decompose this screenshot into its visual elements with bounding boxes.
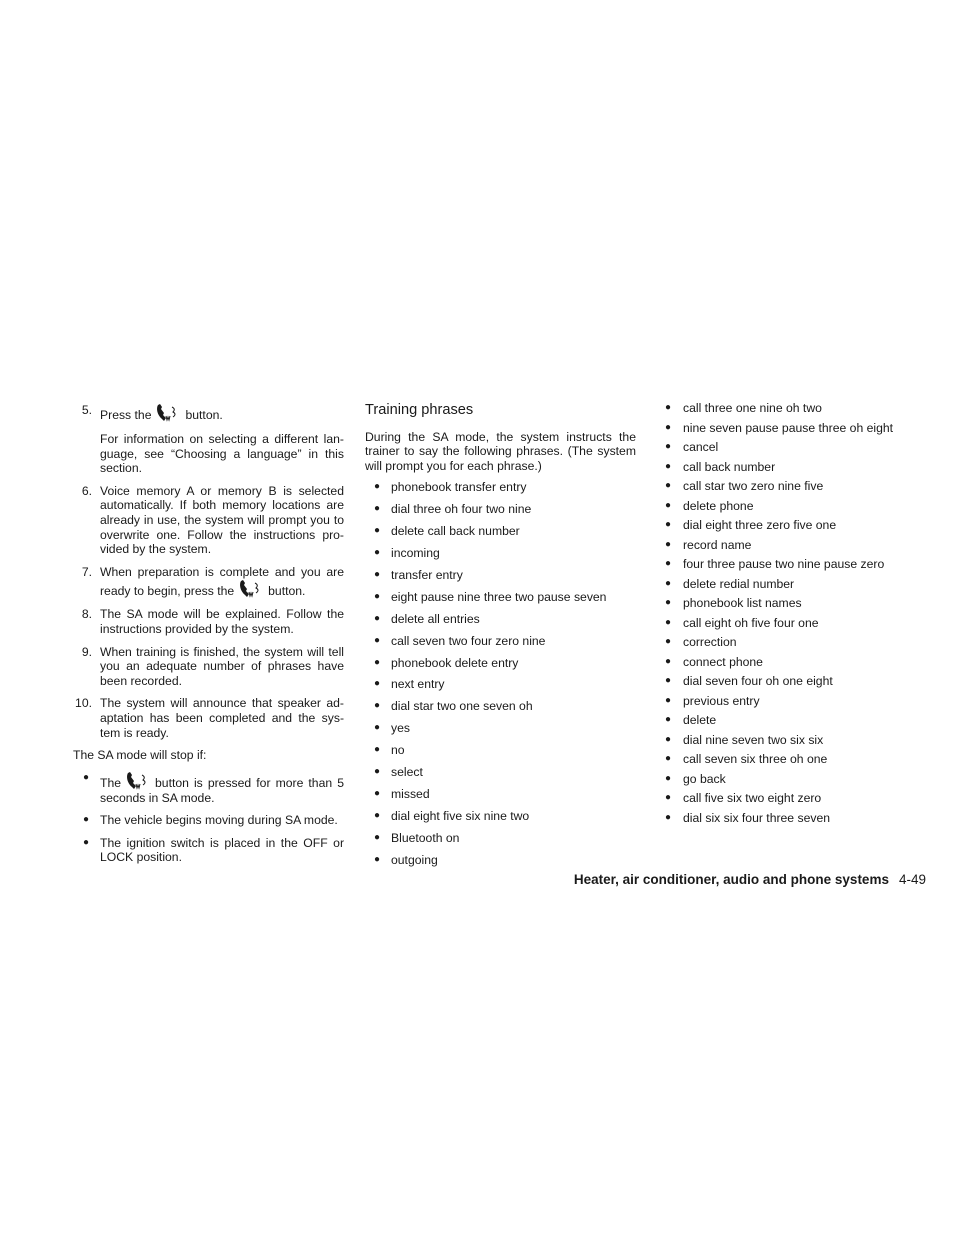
bullet: ● — [665, 714, 672, 725]
phrase-text: four three pause two nine pause zero — [683, 557, 885, 571]
step-number: 10. — [75, 696, 92, 711]
phrase-item — [365, 699, 636, 721]
phrase-text: dial three oh four two nine — [391, 502, 532, 517]
step-text — [100, 565, 344, 600]
phrase-item — [365, 590, 636, 612]
phrase-item — [662, 421, 912, 441]
bullet: ● — [665, 519, 672, 530]
bullet: ● — [83, 771, 90, 783]
bullet: ● — [374, 765, 381, 777]
phrase-text: correction — [683, 635, 737, 649]
bullet: ● — [374, 503, 381, 515]
phone-voice-icon — [155, 403, 181, 423]
bullet: ● — [374, 722, 381, 734]
phrase-text: no — [391, 743, 405, 758]
phrase-item — [662, 557, 912, 577]
bullet: ● — [374, 612, 381, 624]
phrase-item — [365, 568, 636, 590]
phrase-item — [662, 460, 912, 480]
phrase-item — [662, 752, 912, 772]
phrase-text: dial nine seven two six six — [683, 732, 824, 747]
bullet: ● — [374, 809, 381, 821]
phrase-text: previous entry — [683, 693, 760, 708]
phrase-item — [662, 811, 912, 831]
bullet: ● — [665, 811, 672, 823]
stop-text: The ignition switch is placed in the OFF or LOCK position. — [100, 835, 344, 865]
bullet: ● — [665, 655, 672, 667]
right-column — [662, 401, 912, 830]
bullet: ● — [665, 441, 672, 452]
bullet: ● — [374, 481, 381, 493]
step-number: 9. — [81, 644, 92, 659]
stop-text-after: button is pressed for more than 5 seconds in SA mode. — [100, 775, 344, 805]
phrase-item — [365, 480, 636, 502]
bullet: ● — [83, 836, 90, 848]
bullet: ● — [374, 590, 381, 602]
step-9 — [73, 645, 344, 689]
phrase-text: outgoing — [391, 852, 438, 867]
page-number: 4-49 — [898, 872, 926, 887]
phrase-item — [662, 674, 912, 694]
phrase-text: call seven six three oh one — [683, 752, 828, 766]
phrase-item — [662, 518, 912, 538]
phrase-item — [662, 791, 912, 811]
phrase-text: Bluetooth on — [391, 830, 460, 845]
phrase-text: call back number — [683, 459, 776, 474]
phrase-item — [365, 743, 636, 765]
stop-intro: The SA mode will stop if: — [73, 748, 207, 763]
step-6 — [73, 484, 344, 557]
phrase-item — [365, 502, 636, 524]
phrase-text: phonebook transfer entry — [391, 480, 527, 495]
phrase-text: delete — [683, 713, 717, 727]
phrase-text: missed — [391, 786, 430, 801]
phrase-item — [365, 721, 636, 743]
bullet: ● — [374, 853, 381, 865]
phrase-item — [662, 596, 912, 616]
phrase-item — [662, 577, 912, 597]
phrase-text: call three one nine oh two — [683, 401, 822, 415]
stop-condition — [73, 771, 344, 806]
step-text-after: button. — [268, 584, 306, 599]
phrase-text: next entry — [391, 677, 445, 692]
page-footer — [574, 872, 926, 887]
footer-section-title: Heater, air conditioner, audio and phone systems — [573, 872, 889, 887]
phrase-text: phonebook delete entry — [391, 655, 519, 670]
bullet: ● — [665, 402, 672, 413]
bullet: ● — [665, 772, 672, 784]
bullet: ● — [374, 678, 381, 690]
phrase-item — [365, 612, 636, 634]
phrase-item — [662, 655, 912, 675]
phrase-item — [662, 616, 912, 636]
phrase-text: record name — [683, 537, 752, 552]
phrase-text: yes — [391, 721, 410, 736]
bullet: ● — [665, 577, 672, 589]
stop-text: The vehicle begins moving during SA mode. — [100, 813, 338, 828]
bullet: ● — [665, 499, 672, 511]
step-text — [100, 403, 344, 423]
phrase-item — [365, 546, 636, 568]
phrase-item — [662, 733, 912, 753]
phrase-text: eight pause nine three two pause seven — [391, 589, 607, 604]
phrase-item — [662, 401, 912, 421]
step-text-before: When preparation is complete and you are ready to begin, press the — [100, 564, 344, 599]
bullet: ● — [374, 525, 381, 537]
step-text: Voice memory A or memory B is selected automatically. If both memory locations are already in use, the system will prompt you to overwrite one. Follow the instructions pro-vided by the system. — [100, 483, 344, 557]
bullet: ● — [665, 558, 672, 569]
phrase-text: delete call back number — [391, 524, 520, 539]
phrase-text: delete all entries — [391, 611, 480, 626]
phrase-text: cancel — [683, 440, 719, 454]
phrase-text: incoming — [391, 546, 440, 561]
phrase-text: go back — [683, 771, 726, 786]
step-8 — [73, 607, 344, 636]
bullet: ● — [665, 675, 672, 686]
phrase-text: call star two zero nine five — [683, 479, 824, 493]
bullet: ● — [374, 787, 381, 799]
phrase-text: dial star two one seven oh — [391, 699, 533, 714]
phrase-list — [365, 480, 636, 874]
middle-column — [365, 403, 636, 874]
phrase-item — [662, 499, 912, 519]
bullet: ● — [665, 694, 672, 706]
phrase-text: call five six two eight zero — [683, 791, 822, 805]
step-5 — [73, 403, 344, 476]
bullet: ● — [665, 753, 672, 764]
phrase-text: nine seven pause pause three oh eight — [683, 420, 894, 435]
bullet: ● — [374, 634, 381, 646]
bullet: ● — [665, 421, 672, 433]
stop-condition — [73, 813, 344, 828]
step-text: When training is finished, the system will tell you an adequate number of phrases have been recorded. — [100, 644, 344, 688]
bullet: ● — [665, 460, 672, 472]
phrase-text: phonebook list names — [683, 596, 802, 610]
left-column — [73, 403, 344, 873]
phrase-item — [365, 634, 636, 656]
section-heading: Training phrases — [365, 402, 474, 418]
bullet: ● — [374, 656, 381, 668]
phrase-text: select — [391, 764, 423, 779]
phrase-item — [662, 772, 912, 792]
step-text: The SA mode will be explained. Follow the instructions provided by the system. — [100, 607, 344, 636]
step-7 — [73, 565, 344, 600]
bullet: ● — [665, 636, 672, 647]
bullet: ● — [374, 547, 381, 559]
phrase-text: connect phone — [683, 654, 763, 669]
stop-text-before: The — [100, 775, 122, 790]
bullet: ● — [665, 733, 672, 745]
phrase-text: dial six six four three seven — [683, 810, 830, 825]
bullet: ● — [665, 597, 672, 608]
phrase-item — [662, 635, 912, 655]
step-number: 7. — [81, 564, 92, 579]
step-text-after: button. — [185, 408, 223, 422]
phone-voice-icon — [238, 579, 264, 599]
step-text-before: Press the — [100, 408, 152, 422]
bullet: ● — [665, 538, 672, 550]
phrase-list — [662, 401, 912, 830]
phrase-text: delete phone — [683, 498, 754, 513]
phrase-item — [662, 538, 912, 558]
phrase-item — [662, 479, 912, 499]
phrase-text: transfer entry — [391, 567, 463, 582]
phrase-item — [365, 677, 636, 699]
step-subtext: For information on selecting a different lan-guage, see “Choosing a language” in this section. — [100, 432, 344, 476]
phrase-item — [662, 713, 912, 733]
bullet: ● — [374, 568, 381, 580]
bullet: ● — [665, 792, 672, 803]
phrase-text: call seven two four zero nine — [391, 633, 546, 648]
phrase-text: dial eight three zero five one — [683, 518, 837, 532]
step-text: The system will announce that speaker ad-aptation has been completed and the sys-tem is ready. — [100, 696, 344, 740]
phone-voice-icon — [125, 771, 151, 791]
phrase-item — [365, 831, 636, 853]
step-number: 8. — [81, 607, 92, 622]
phrase-item — [365, 765, 636, 787]
bullet: ● — [374, 700, 381, 712]
phrase-item — [365, 809, 636, 831]
phrase-text: call eight oh five four one — [683, 615, 819, 630]
phrase-item — [365, 656, 636, 678]
bullet: ● — [374, 831, 381, 843]
phrase-text: dial eight five six nine two — [391, 808, 530, 823]
phrase-item — [365, 787, 636, 809]
stop-condition — [73, 836, 344, 865]
bullet: ● — [665, 480, 672, 491]
phrase-text: delete redial number — [683, 576, 795, 591]
phrase-item — [662, 694, 912, 714]
step-10 — [73, 696, 344, 740]
bullet: ● — [374, 744, 381, 756]
phrase-item — [365, 524, 636, 546]
phrase-text: dial seven four oh one eight — [683, 674, 833, 688]
step-number: 5. — [81, 403, 92, 417]
bullet: ● — [665, 616, 672, 628]
step-number: 6. — [81, 483, 92, 498]
training-intro: During the SA mode, the system instructs the trainer to say the following phrases. (The system will prompt you for each phrase.) — [365, 429, 636, 473]
phrase-item — [662, 440, 912, 460]
bullet: ● — [83, 814, 90, 826]
